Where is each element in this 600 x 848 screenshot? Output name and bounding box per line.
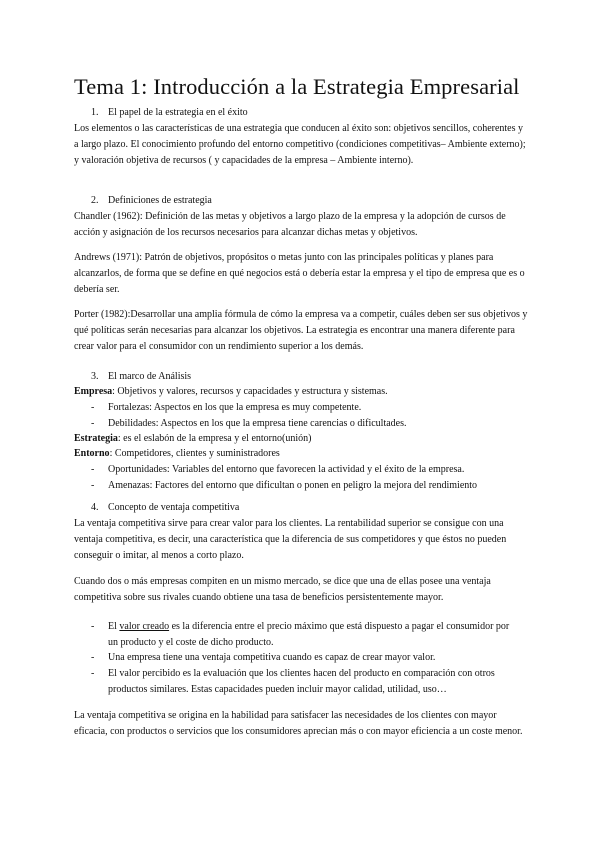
closing-paragraph: La ventaja competitiva se origina en la habilidad para satisfacer las necesidades de los clientes con mayor eficacia, con productos o servicios que los consumidores aprecian más o con mayor eficiencia a un coste menor.	[74, 710, 523, 737]
estrategia-label: Estrategia	[74, 433, 118, 444]
list-item-text: Debilidades: Aspectos en los que la empresa tiene carencias o dificultades.	[108, 418, 407, 429]
bullet-marker: -	[91, 652, 95, 663]
list-item-text	[108, 619, 518, 651]
section-title: Definiciones de estrategia	[108, 195, 212, 206]
empresa-text: : Objetivos y valores, recursos y capacidades y estructura y sistemas.	[112, 386, 388, 397]
estrategia-line	[74, 431, 311, 447]
estrategia-text: : es el eslabón de la empresa y el entorno(unión)	[117, 433, 312, 444]
list-item-text: Amenazas: Factores del entorno que dificultan o ponen en peligro la mejora del rendimiento	[108, 480, 478, 491]
andrews-definition: Andrews (1971): Patrón de objetivos, propósitos o metas junto con las principales políticas y planes para alcanzarlos, de forma que se define en qué negocios está o debería estar la empresa y el tipo de empresa que es o debería ser.	[74, 252, 525, 295]
entorno-text: : Competidores, clientes y suministradores	[109, 448, 280, 459]
text-run: El	[108, 621, 120, 632]
entorno-line	[74, 446, 280, 462]
section-title: Concepto de ventaja competitiva	[108, 502, 240, 513]
empresa-line	[74, 384, 388, 400]
bullet-marker: -	[91, 464, 95, 475]
section-1-paragraph: Los elementos o las características de una estrategia que conducen al éxito son: objetivos sencillos, coherentes y a largo plazo. El conocimiento profundo del entorno competitivo (condiciones competitivas– Ambiente externo); y valoración objetiva de recursos ( y capacidades de la empresa – Ambiente interno).	[74, 123, 526, 166]
bullet-marker: -	[91, 402, 95, 413]
section-number: 3.	[91, 371, 99, 382]
text-run: es la diferencia entre el precio máximo que está dispuesto a pagar el consumidor por un producto y el coste de dicho producto.	[108, 621, 510, 648]
bullet-marker: -	[91, 418, 95, 429]
ventaja-paragraph: La ventaja competitiva sirve para crear valor para los clientes. La rentabilidad superior se consigue con una ventaja competitiva, es decir, una característica que la diferencia de sus competidores y que éstos no pueden conseguir o imitar, al menos a corto plazo.	[74, 518, 507, 561]
list-item-text: El valor percibido es la evaluación que los clientes hacen del producto en comparación con otros productos similares. Estas capacidades pueden incluir mayor calidad, utilidad, uso…	[108, 668, 495, 695]
entorno-label: Entorno	[74, 448, 110, 459]
list-item-text: Una empresa tiene una ventaja competitiva cuando es capaz de crear mayor valor.	[108, 652, 436, 663]
ventaja-paragraph: Cuando dos o más empresas compiten en un mismo mercado, se dice que una de ellas posee una ventaja competitiva sobre sus rivales cuando obtiene una tasa de beneficios persistentemente mayor.	[74, 576, 491, 603]
empresa-label: Empresa	[74, 386, 113, 397]
section-number: 1.	[91, 107, 99, 118]
section-title: El papel de la estrategia en el éxito	[108, 107, 248, 118]
section-number: 2.	[91, 195, 99, 206]
chandler-definition: Chandler (1962): Definición de las metas y objetivos a largo plazo de la empresa y la adopción de cursos de acción y asignación de los recursos necesarios para alcanzar dichas metas y objetivos.	[74, 211, 506, 238]
list-item-text: Fortalezas: Aspectos en los que la empresa es muy competente.	[108, 402, 362, 413]
bullet-marker: -	[91, 621, 95, 632]
bullet-marker: -	[91, 668, 95, 679]
porter-definition: Porter (1982):Desarrollar una amplia fórmula de cómo la empresa va a competir, cuáles deben ser sus objetivos y qué políticas serán necesarias para alcanzar los objetivos. La estrategia es encontrar una manera diferente para crear valor para el consumidor con un rendimiento superior a los demás.	[74, 309, 528, 352]
section-number: 4.	[91, 502, 99, 513]
bullet-marker: -	[91, 480, 95, 491]
valor-creado-term: valor creado	[119, 621, 170, 632]
list-item-text: Oportunidades: Variables del entorno que favorecen la actividad y el éxito de la empresa.	[108, 464, 465, 475]
section-title: El marco de Análisis	[108, 371, 192, 382]
page-title: Tema 1: Introducción a la Estrategia Empresarial	[74, 74, 520, 99]
